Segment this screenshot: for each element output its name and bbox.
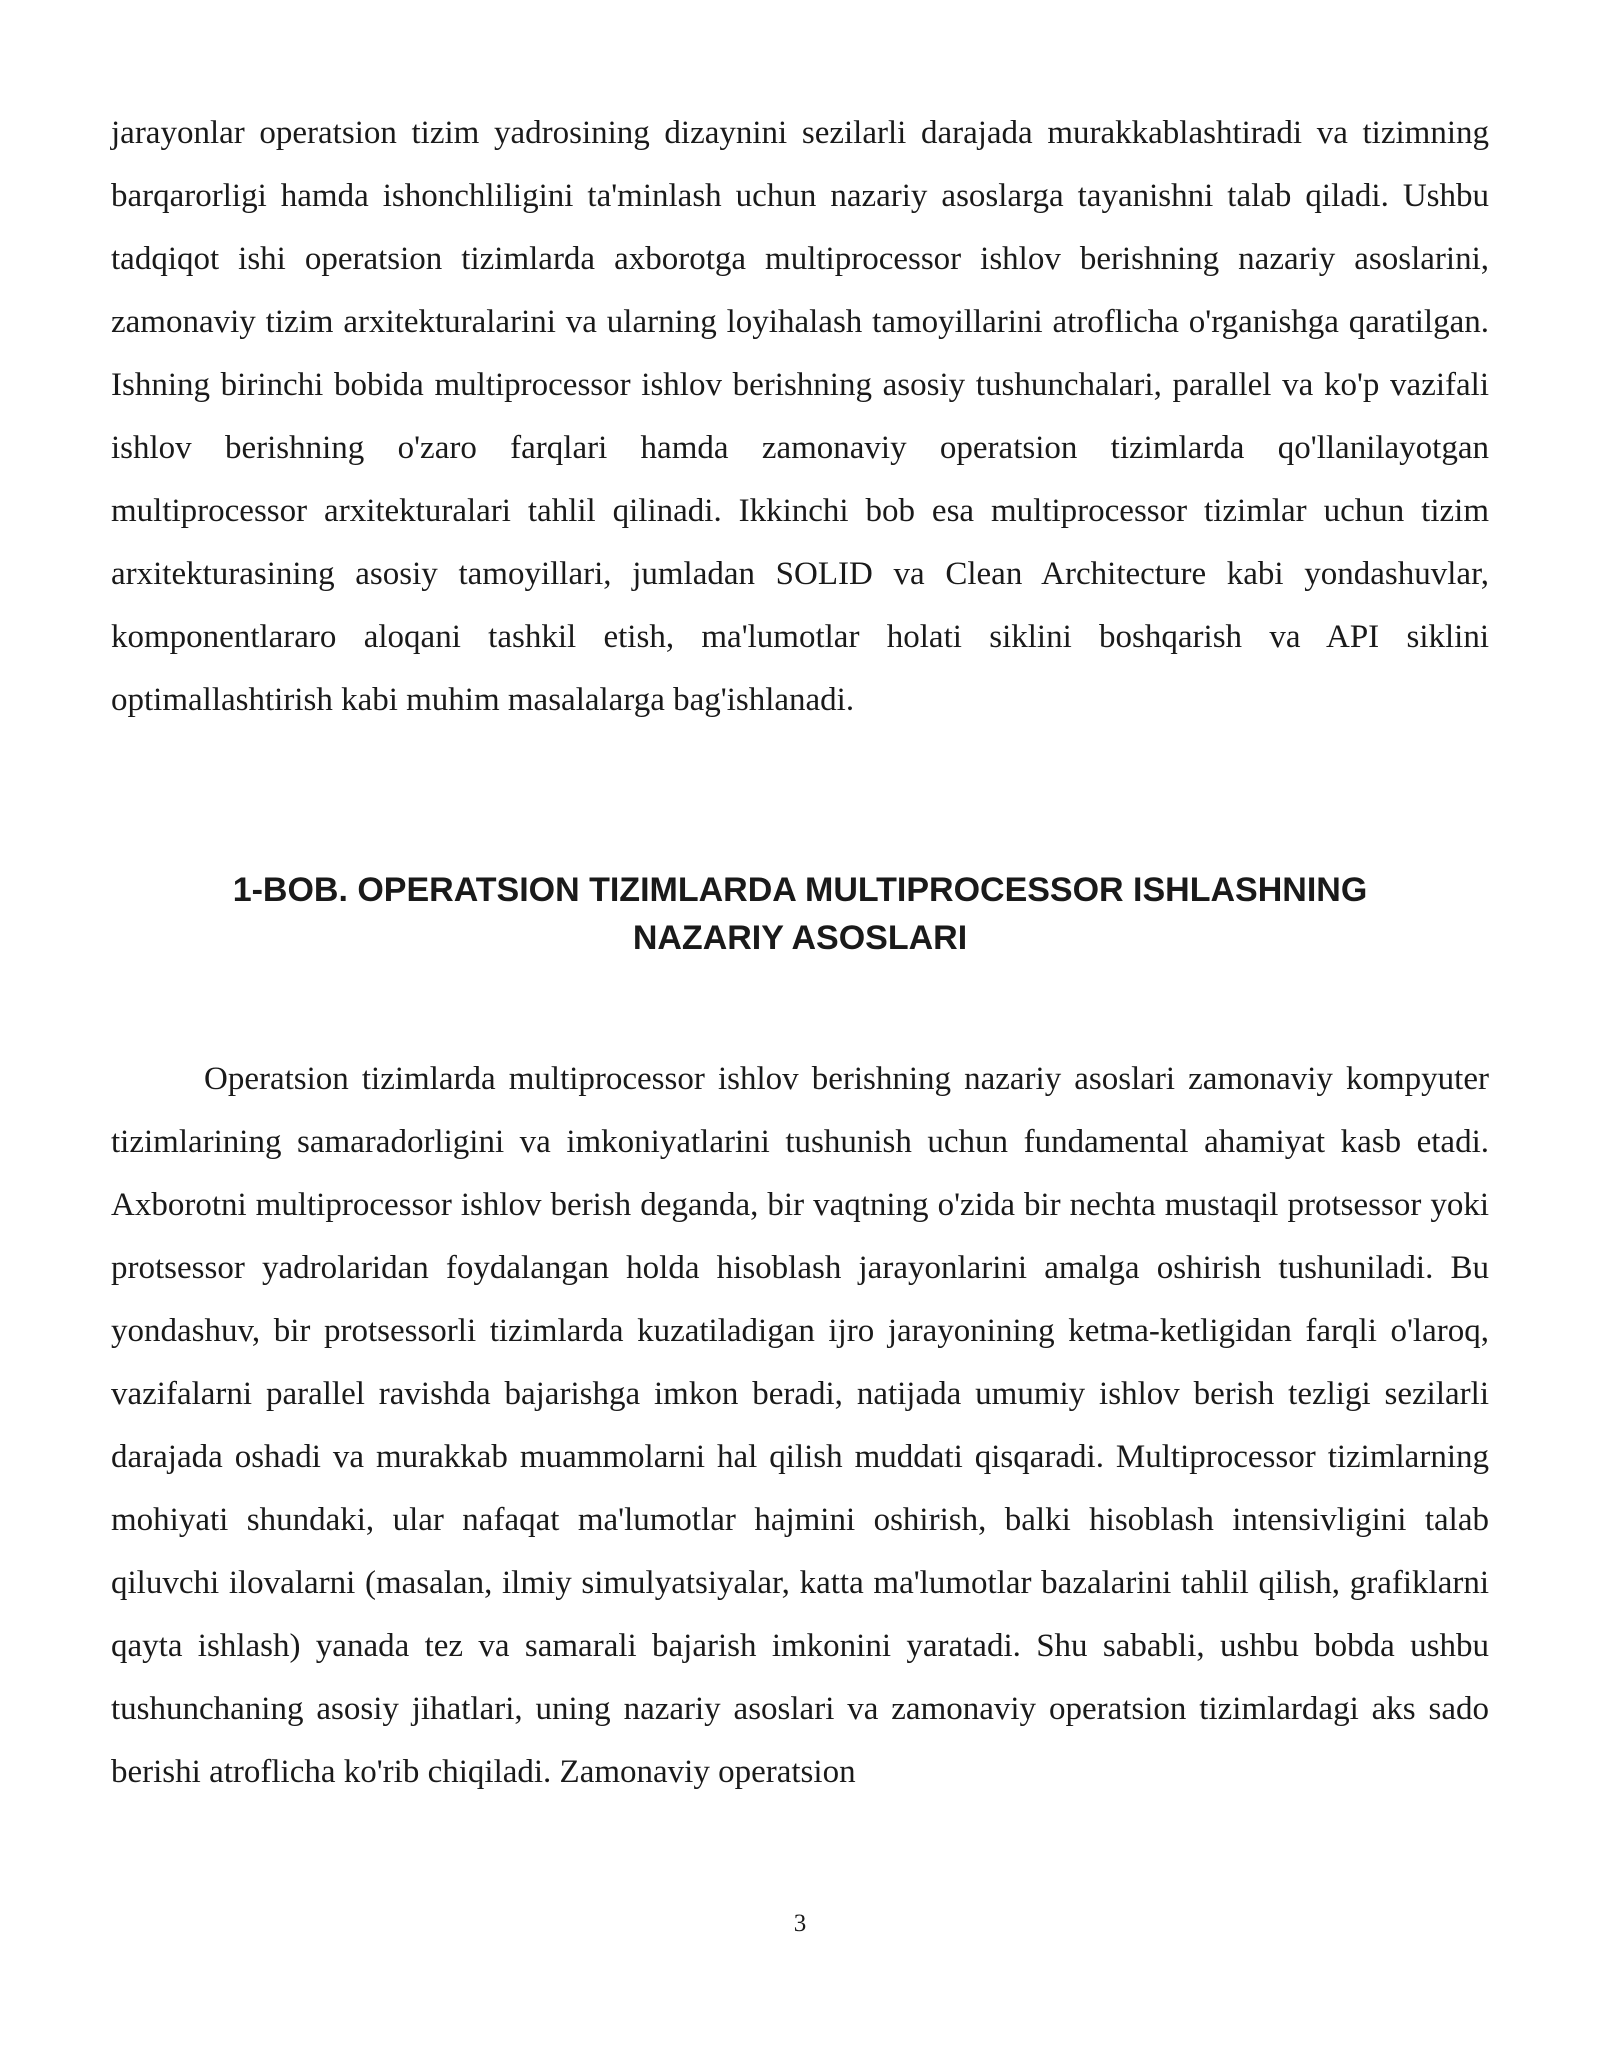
chapter-heading: [111, 866, 1489, 962]
intro-paragraph: jarayonlar operatsion tizim yadrosining dizaynini sezilarli darajada murakkablashtiradi va tizimning barqarorligi hamda ishonchliligini ta'minlash uchun nazariy asoslarga tayanishni talab qiladi. Ushbu tadqiqot ishi operatsion tizimlarda axborotga multiprocessor ishlov berishning nazariy asoslarini, zamonaviy tizim arxitekturalarini va ularning loyihalash tamoyillarini atroflicha o'rganishga qaratilgan. Ishning birinchi bobida multiprocessor ishlov berishning asosiy tushunchalari, parallel va ko'p vazifali ishlov berishning o'zaro farqlari hamda zamonaviy operatsion tizimlarda qo'llanilayotgan multiprocessor arxitekturalari tahlil qilinadi. Ikkinchi bob esa multiprocessor tizimlar uchun tizim arxitekturasining asosiy tamoyillari, jumladan SOLID va Clean Architecture kabi yondashuvlar, komponentlararo aloqani tashkil etish, ma'lumotlar holati siklini boshqarish va API siklini optimallashtirish kabi muhim masalalarga bag'ishlanadi.: [111, 115, 1489, 718]
chapter-heading-line-2: NAZARIY ASOSLARI: [632, 919, 968, 957]
page-number: 3: [793, 1910, 807, 1937]
chapter-1-paragraph: Operatsion tizimlarda multiprocessor ishlov berishning nazariy asoslari zamonaviy kompyuter tizimlarining samaradorligini va imkoniyatlarini tushunish uchun fundamental ahamiyat kasb etadi. Axborotni multiprocessor ishlov berish deganda, bir vaqtning o'zida bir nechta mustaqil protsessor yoki protsessor yadrolaridan foydalangan holda hisoblash jarayonlarini amalga oshirish tushuniladi. Bu yondashuv, bir protsessorli tizimlarda kuzatiladigan ijro jarayonining ketma-ketligidan farqli o'laroq, vazifalarni parallel ravishda bajarishga imkon beradi, natijada umumiy ishlov berish tezligi sezilarli darajada oshadi va murakkab muammolarni hal qilish muddati qisqaradi. Multiprocessor tizimlarning mohiyati shundaki, ular nafaqat ma'lumotlar hajmini oshirish, balki hisoblash intensivligini talab qiluvchi ilovalarni (masalan, ilmiy simulyatsiyalar, katta ma'lumotlar bazalarini tahlil qilish, grafiklarni qayta ishlash) yanada tez va samarali bajarish imkonini yaratadi. Shu sababli, ushbu bobda ushbu tushunchaning asosiy jihatlari, uning nazariy asoslari va zamonaviy operatsion tizimlardagi aks sado berishi atroflicha ko'rib chiqiladi. Zamonaviy operatsion: [111, 1061, 1489, 1790]
chapter-heading-line-1: 1-BOB. OPERATSION TIZIMLARDA MULTIPROCESSOR ISHLASHNING: [232, 871, 1368, 909]
